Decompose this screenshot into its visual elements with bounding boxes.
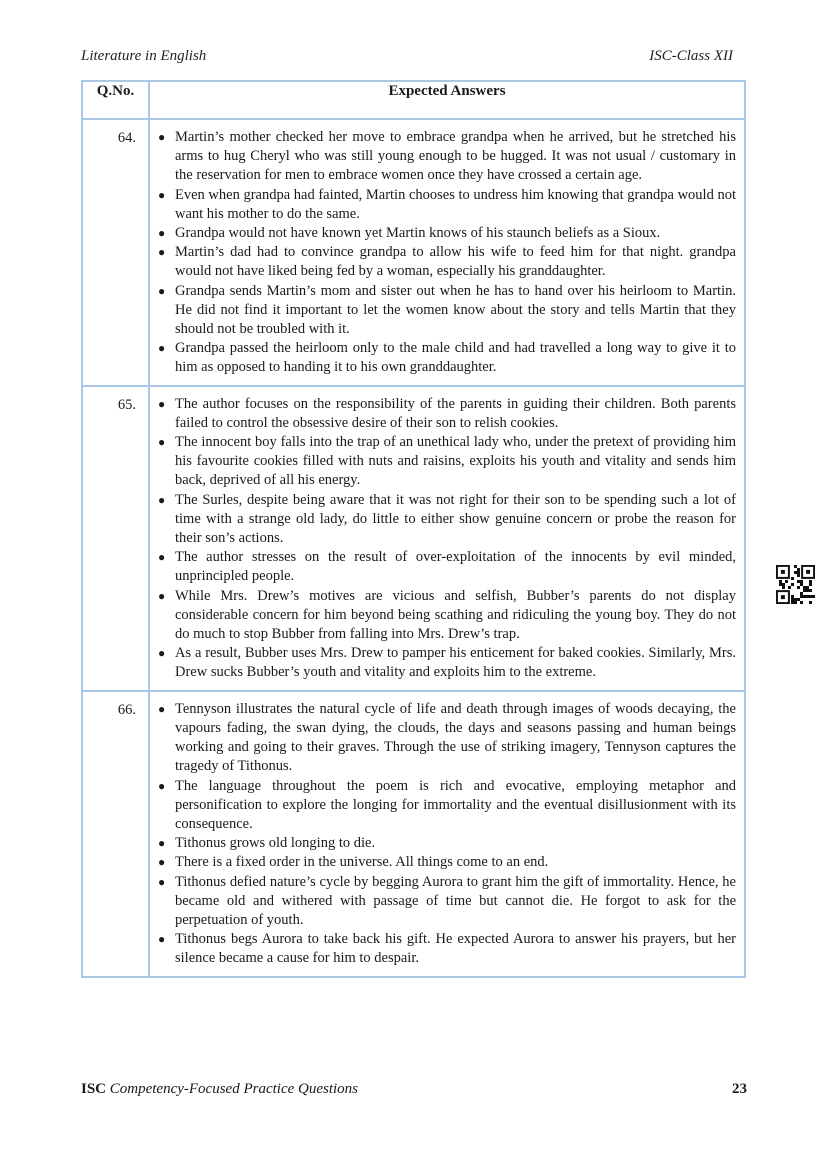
bullet-icon: ● [158, 932, 166, 947]
list-item [158, 587, 736, 645]
answer-point-text: The language throughout the poem is rich and evocative, employing metaphor and personification to explore the longing for immortality and the eventual disillusionment with its consequence. [175, 777, 736, 832]
bullet-icon: ● [158, 701, 166, 716]
answer-point-text: Grandpa sends Martin’s mom and sister out when he has to hand over his heirloom to Martin. He did not find it important to let the women know about the story and tells Martin that they should not be troubled with it. [175, 282, 736, 338]
answer-point-text: The author focuses on the responsibility of the parents in guiding their children. Both parents failed to control the obsessive desire of their son to relish cookies. [175, 395, 736, 431]
answer-points-list [156, 700, 736, 969]
bullet-icon: ● [158, 435, 166, 450]
bullet-icon: ● [158, 130, 166, 144]
answer-point-text: While Mrs. Drew’s motives are vicious and selfish, Bubber’s parents do not display considerable concern for him beyond being scathing and ridiculing the young boy. They do not do much to stop Bubber from falling into Mrs. Drew’s trap. [175, 587, 736, 643]
bullet-icon: ● [158, 396, 166, 411]
expected-answer [149, 386, 745, 691]
bullet-icon: ● [158, 588, 166, 603]
bullet-icon: ● [158, 226, 166, 241]
list-item [158, 644, 736, 682]
answer-point-text: There is a fixed order in the universe. All things come to an end. [175, 854, 549, 871]
bullet-icon: ● [158, 187, 166, 202]
bullet-icon: ● [158, 283, 166, 298]
bullet-icon: ● [158, 778, 166, 793]
answer-point-text: As a result, Bubber uses Mrs. Drew to pamper his enticement for baked cookies. Similarly, Mrs. Drew sucks Bubber’s youth and vitality and exploits him to the extreme. [175, 645, 736, 681]
answer-points-list [156, 128, 736, 378]
list-item [158, 491, 736, 549]
footer-subtitle: Competency-Focused Practice Questions [109, 1081, 359, 1097]
answer-point-text: Tennyson illustrates the natural cycle of life and death through images of woods decaying, the vapours fading, the swan dying, the clouds, the days and seasons passing and human beings working and going to their graves. Through the use of striking imagery, Tennyson captures the tragedy of Tithonus. [175, 700, 736, 775]
expected-answer [149, 119, 745, 386]
page-header [81, 48, 733, 65]
list-item [158, 224, 736, 243]
list-item [158, 548, 736, 586]
answer-point-text: Tithonus defied nature’s cycle by begging Aurora to grant him the gift of immortality. Hence, he became old and withered with passage of time but cannot die. He forgot to ask for the perpetuation of youth. [175, 873, 736, 928]
list-item [158, 128, 736, 186]
list-item [158, 777, 736, 835]
table-row [82, 386, 745, 691]
answer-point-text: Tithonus begs Aurora to take back his gift. He expected Aurora to answer his prayers, but her silence became a cause for him to despair. [175, 931, 736, 967]
question-number: 64. [82, 119, 149, 386]
bullet-icon: ● [158, 341, 166, 356]
bullet-icon: ● [158, 245, 166, 260]
footer-title [81, 1081, 358, 1098]
question-number: 66. [82, 691, 149, 977]
list-item [158, 339, 736, 377]
expected-answer [149, 691, 745, 977]
bullet-icon: ● [158, 874, 166, 889]
table-row [82, 119, 745, 386]
answer-point-text: Martin’s dad had to convince grandpa to allow his wife to feed him for that night. grandpa would not have liked being fed by a woman, especially his granddaughter. [175, 244, 736, 280]
bullet-icon: ● [158, 855, 166, 870]
list-item [158, 873, 736, 931]
column-header-qno: Q.No. [82, 81, 149, 119]
list-item [158, 930, 736, 968]
table-row [82, 691, 745, 977]
answer-points-list [156, 395, 736, 683]
bullet-icon: ● [158, 492, 166, 507]
list-item [158, 853, 736, 872]
table-header-row [82, 81, 745, 119]
qr-code-icon[interactable] [776, 565, 815, 604]
header-class: ISC-Class XII [649, 48, 733, 64]
answer-point-text: The innocent boy falls into the trap of an unethical lady who, under the pretext of providing him his favourite cookies filled with nuts and raisins, exploits his youth and vitality and sends him back, deprived of all his energy. [175, 434, 736, 489]
list-item [158, 282, 736, 340]
answer-point-text: Even when grandpa had fainted, Martin chooses to undress him knowing that grandpa would not want his mother to do the same. [175, 186, 736, 222]
list-item [158, 243, 736, 281]
list-item [158, 700, 736, 777]
page-footer [81, 1081, 747, 1098]
answer-point-text: Grandpa passed the heirloom only to the male child and had travelled a long way to give it to him as opposed to handing it to his own granddaughter. [175, 340, 736, 376]
footer-brand: ISC [81, 1081, 107, 1097]
answer-point-text: The author stresses on the result of over-exploitation of the innocents by evil minded, unprincipled people. [175, 549, 736, 585]
list-item [158, 395, 736, 433]
list-item [158, 433, 736, 491]
list-item [158, 834, 736, 853]
list-item [158, 186, 736, 224]
bullet-icon: ● [158, 836, 166, 851]
answers-table [81, 80, 746, 978]
column-header-answers: Expected Answers [149, 81, 745, 119]
header-subject: Literature in English [81, 48, 207, 64]
answer-point-text: Martin’s mother checked her move to embrace grandpa when he arrived, but he stretched his arms to hug Cheryl who was still young enough to be hugged. It was not usual / customary in the reservation for men to embrace women once they have crossed a certain age. [175, 129, 736, 184]
question-number: 65. [82, 386, 149, 691]
page-number: 23 [732, 1081, 747, 1097]
answer-point-text: Tithonus grows old longing to die. [175, 835, 376, 852]
answer-point-text: Grandpa would not have known yet Martin knows of his staunch beliefs as a Sioux. [175, 225, 661, 242]
bullet-icon: ● [158, 550, 166, 565]
bullet-icon: ● [158, 646, 166, 661]
answer-point-text: The Surles, despite being aware that it was not right for their son to be spending such a lot of time with a strange old lady, do little to either show genuine concern or probe the reason for their son’s actions. [175, 491, 736, 547]
